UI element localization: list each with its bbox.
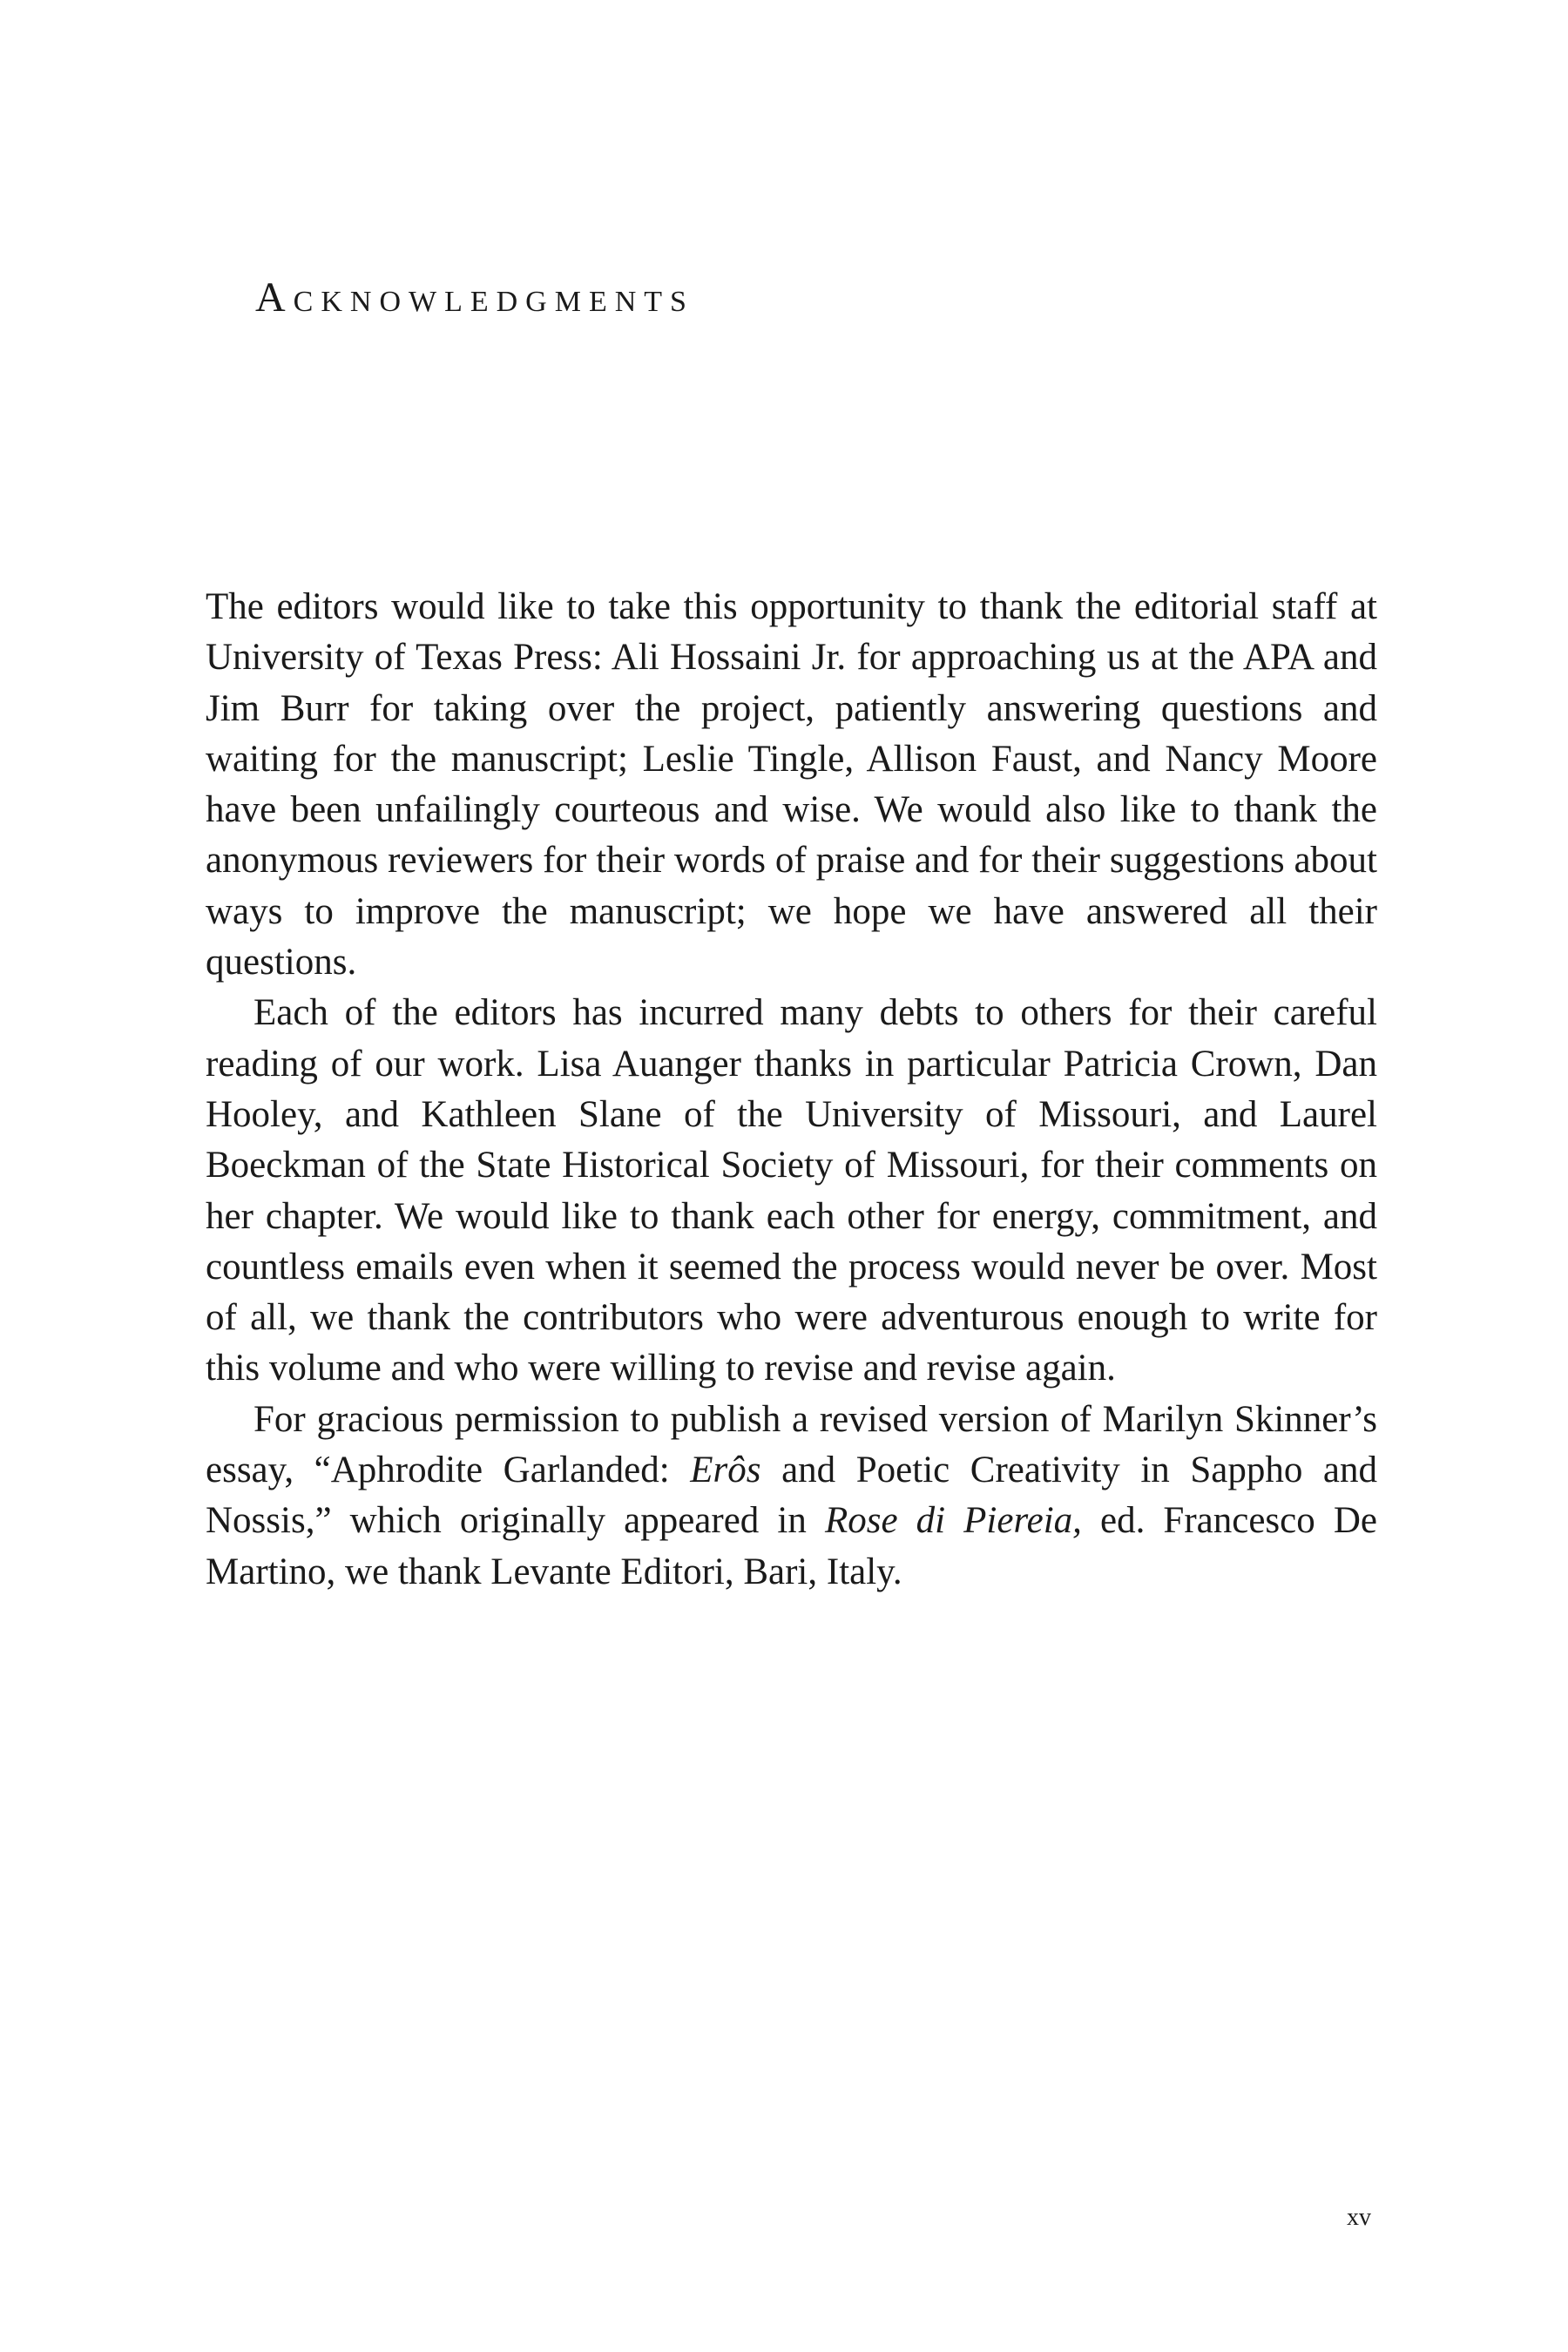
italic-title-rose-di-piereia: Rose di Piereia, bbox=[824, 1500, 1082, 1542]
paragraph-editorial-staff: The editors would like to take this opportunity to thank the editorial staff at University of Texas Press: Ali Hossaini Jr. for approaching us at the APA and Jim Burr for taking over the project, patiently answering questions and waiting for the manuscript; Leslie Tingle, Allison Faust, and Nancy Moore have been unfailingly courteous and wise. We would also like to thank the anonymous reviewers for their words of praise and for their suggestions about ways to improve the manuscript; we hope we have answered all their questions. bbox=[206, 586, 1377, 983]
paragraph-editors-debts: Each of the editors has incurred many debts to others for their careful reading of our work. Lisa Auanger thanks in particular Patricia Crown, Dan Hooley, and Kathleen Slane of the University of Missouri, and Laurel Boeckman of the State Historical Society of Missouri, for their comments on her chapter. We would like to thank each other for energy, commitment, and countless emails even when it seemed the process would never be over. Most of all, we thank the contributors who were adventurous enough to write for this volume and who were willing to revise and revise again. bbox=[206, 992, 1377, 1389]
permission-text-3: ed. Francesco De Martino, we thank Levante Editori, Bari, Italy. bbox=[206, 1500, 1377, 1592]
chapter-heading: Acknowledgments bbox=[255, 274, 694, 321]
italic-term-eros: Erôs bbox=[690, 1450, 761, 1491]
permission-text-2: and Poetic Creativity in Sappho and Nossis,” which originally appeared in bbox=[206, 1450, 1377, 1542]
page-number: xv bbox=[1347, 2204, 1371, 2231]
acknowledgments-body bbox=[206, 582, 1377, 1598]
permission-text-1: For gracious permission to publish a revised version of Marilyn Skinner’s essay, “Aphrodite Garlanded: bbox=[206, 1398, 1377, 1491]
paragraph-permission bbox=[206, 1395, 1377, 1598]
